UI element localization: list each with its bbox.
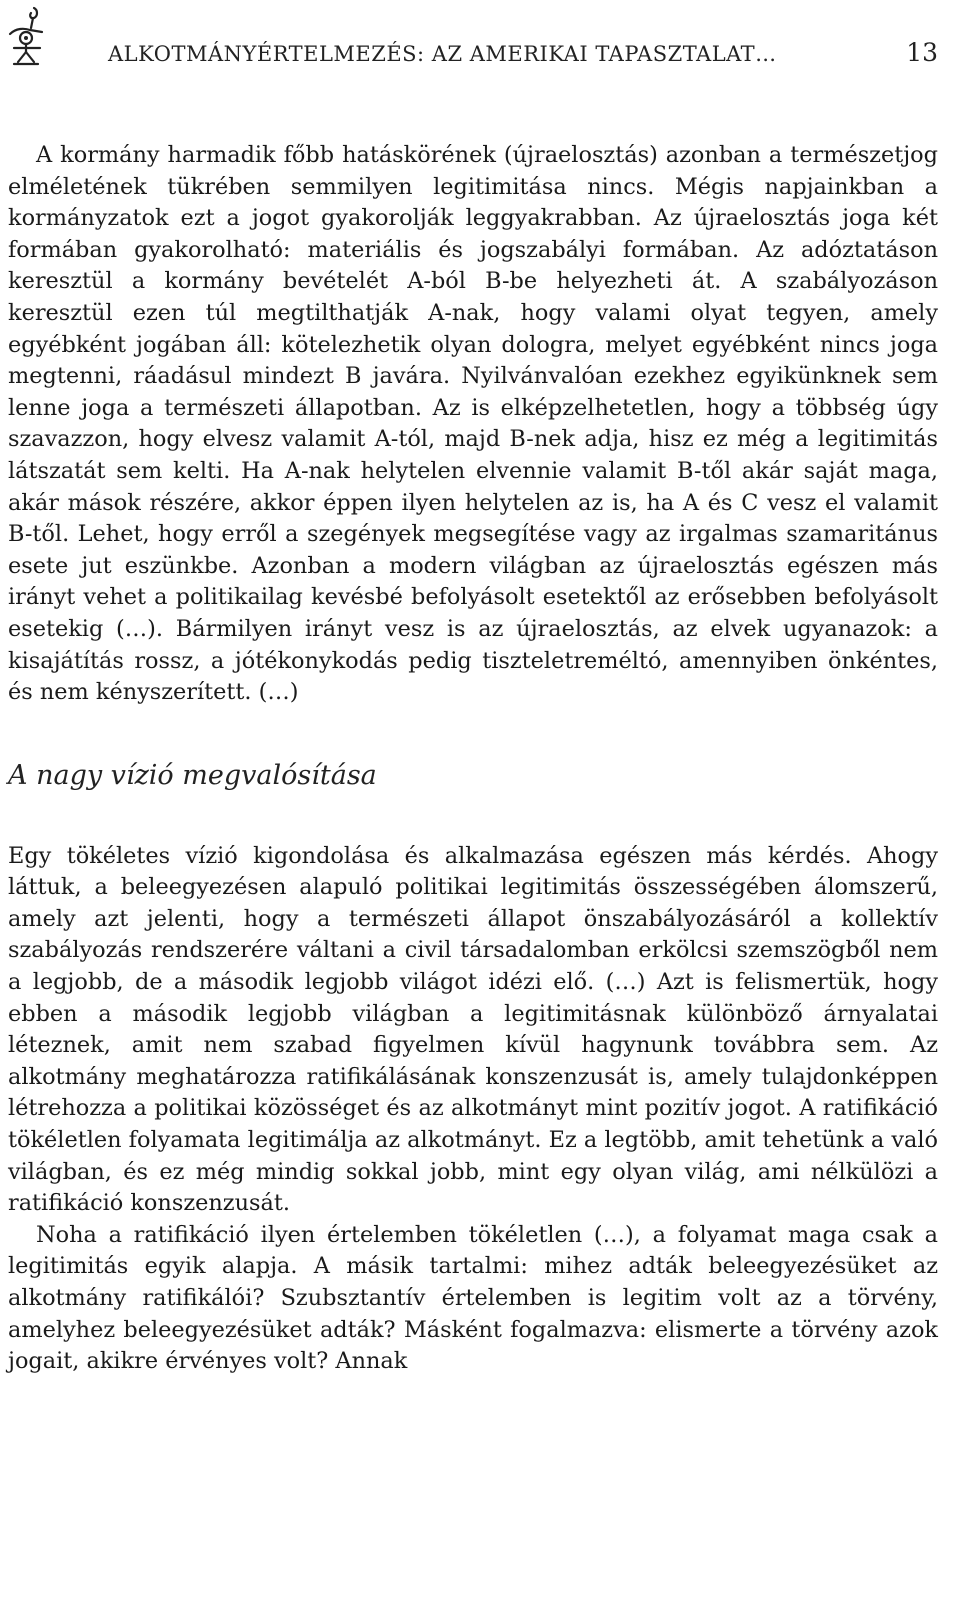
- page-header: [0, 0, 960, 90]
- running-head: ALKOTMÁNYÉRTELMEZÉS: AZ AMERIKAI TAPASZTALAT…: [108, 42, 777, 66]
- paragraph: Noha a ratifikáció ilyen értelemben tökéletlen (…), a folyamat maga csak a legitimitás egyik alapja. A másik tartalmi: mihez adták beleegyezésüket az alkotmány ratifikálói? Szubsztantív értelemben is legitim volt az a törvény, amelyhez beleegyezésüket adták? Másként fogalmazva: elismerte a törvény azok jogait, akikre érvényes volt? Annak: [8, 1221, 938, 1375]
- section-title: A nagy vízió megvalósítása: [8, 759, 377, 791]
- paragraph: A kormány harmadik főbb hatáskörének (újraelosztás) azonban a természetjog elméletének tükrében semmilyen legitimitása nincs. Mégis napjainkban a kormányzatok ezt a jogot gyakorolják leggyakrabban. Az újraelosztás joga két formában gyakorolható: materiális és jogszabályi formában. Az adóztatáson keresztül a kormány bevételét A-ból B-be helyezheti át. A szabályozáson keresztül ezen túl megtilthatják A-nak, hogy valami olyat tegyen, amely egyébként jogában áll: kötelezhetik olyan dologra, melyet egyébként nincs joga megtenni, ráadásul mindezt B javára. Nyilvánvalóan ezekhez egyikünknek sem lenne joga a természeti állapotban. Az is elképzelhetetlen, hogy a többség úgy szavazzon, hogy elvesz valamit A-tól, majd B-nek adja, hisz ez még a legitimitás látszatát sem kelti. Ha A-nak helytelen elvennie valamit B-től akár saját maga, akár mások részére, akkor éppen ilyen helytelen az is, ha A és C vesz el valamit B-től. Lehet, hogy erről a szegények megsegítése vagy az irgalmas szamaritánus esete jut eszünkbe. Azonban a modern világban az újraelosztás egészen más irányt vehet a politikailag kevésbé befolyásolt esetektől az erősebben befolyásolt esetekig (…). Bármilyen irányt vesz is az újraelosztás, az elvek ugyanazok: a kisajátítás rossz, a jótékonykodás pedig tiszteletreméltó, amennyiben önkéntes, és nem kényszerített. (…): [8, 142, 938, 706]
- page-number: 13: [906, 38, 938, 67]
- page-body: [8, 140, 938, 1378]
- paragraph: Egy tökéletes vízió kigondolása és alkalmazása egészen más kérdés. Ahogy láttuk, a beleegyezésen alapuló politikai legitimitás összességében álomszerű, amely azt jelenti, hogy a természeti állapot önszabályozásáról a kollektív szabályozás rendszerére váltani a civil társadalomban erkölcsi szemszögből nem a legjobb, de a második legjobb világot idézi elő. (…) Azt is felismertük, hogy ebben a második legjobb világban a legitimitásnak különböző árnyalatai léteznek, amit nem szabad figyelmen kívül hagynunk továbbra sem. Az alkotmány meghatározza ratifikálásának konszenzusát is, amely tulajdonképpen létrehozza a politikai közösséget és az alkotmányt mint pozitív jogot. A ratifikáció tökéletlen folyamata legitimálja az alkotmányt. Ez a legtöbb, amit tehetünk a való világban, és ez még mindig sokkal jobb, mint egy olyan világ, ami nélkülözi a ratifikáció konszenzusát.: [8, 842, 938, 1217]
- publisher-logo-icon: [4, 4, 48, 68]
